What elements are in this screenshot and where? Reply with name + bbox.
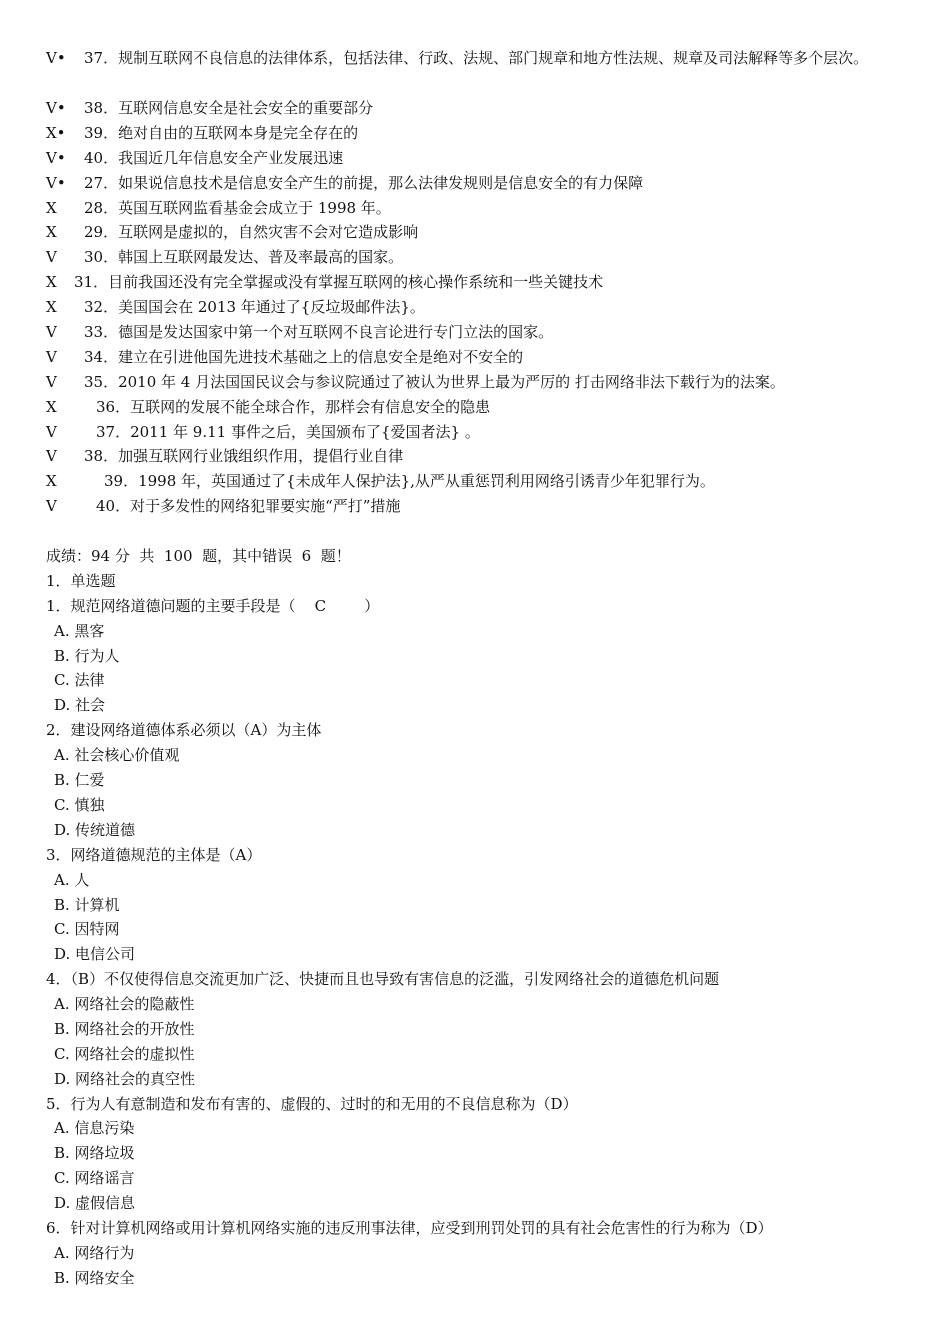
question-option: B. 行为人 (54, 647, 120, 665)
question-stem: 3．网络道德规范的主体是（A） (46, 846, 262, 864)
judgment-text: 28．英国互联网监看基金会成立于 1998 年。 (84, 199, 391, 217)
judgment-text: 39．1998 年，英国通过了{未成年人保护法},从严从重惩罚利用网络引诱青少年犯罪行为。 (104, 472, 715, 490)
judgment-line (46, 494, 916, 519)
judgment-line (46, 220, 916, 245)
judgment-mark: X (46, 472, 57, 490)
judgment-mark: V (46, 323, 57, 341)
judgment-line (46, 345, 916, 370)
section-title: 1．单选题 (46, 572, 116, 590)
judgment-line (46, 96, 916, 121)
question-option: D. 电信公司 (54, 945, 136, 963)
question-option: C. 网络社会的虚拟性 (54, 1045, 195, 1063)
question-option: C. 网络谣言 (54, 1169, 135, 1187)
question-option: C. 因特网 (54, 920, 120, 938)
judgment-line (46, 146, 916, 171)
judgment-text: 38．加强互联网行业饿组织作用，提倡行业自律 (84, 447, 404, 465)
judgment-text: 29．互联网是虚拟的，自然灾害不会对它造成影响 (84, 223, 419, 241)
judgment-text: 37．规制互联网不良信息的法律体系，包括法律、行政、法规、部门规章和地方性法规、规章及司法解释等多个层次。 (84, 49, 869, 67)
judgment-mark: V (46, 373, 57, 391)
question-option: D. 传统道德 (54, 821, 136, 839)
question-option: D. 网络社会的真空性 (54, 1070, 196, 1088)
judgment-line (46, 420, 916, 445)
question-option: C. 法律 (54, 671, 105, 689)
judgment-mark: V• (46, 49, 66, 67)
question-option: A. 网络社会的隐蔽性 (54, 995, 195, 1013)
judgment-text: 30．韩国上互联网最发达、普及率最高的国家。 (84, 248, 404, 266)
judgment-mark: V• (46, 149, 66, 167)
judgment-text: 37．2011 年 9.11 事件之后，美国颁布了{爱国者法} 。 (96, 423, 480, 441)
score-line: 成绩：94 分 共 100 题，其中错误 6 题！ (46, 547, 351, 565)
question-option: C. 慎独 (54, 796, 105, 814)
judgment-line (46, 245, 916, 270)
judgment-mark: V (46, 348, 57, 366)
question-stem: 1．规范网络道德问题的主要手段是（ C ） (46, 597, 380, 615)
judgment-text: 40．我国近几年信息安全产业发展迅速 (84, 149, 344, 167)
judgment-mark: X (46, 199, 57, 217)
judgment-mark: V (46, 423, 57, 441)
judgment-line (46, 469, 916, 494)
judgment-text: 39．绝对自由的互联网本身是完全存在的 (84, 124, 359, 142)
judgment-line (46, 444, 916, 469)
judgment-mark: V (46, 447, 57, 465)
judgment-text: 38．互联网信息安全是社会安全的重要部分 (84, 99, 374, 117)
judgment-mark: V (46, 497, 57, 515)
question-stem: 2．建设网络道德体系必须以（A）为主体 (46, 721, 322, 739)
judgment-text: 31．目前我国还没有完全掌握或没有掌握互联网的核心操作系统和一些关键技术 (74, 273, 604, 291)
judgment-line (46, 395, 916, 420)
question-option: A. 黑客 (54, 622, 105, 640)
question-option: B. 网络社会的开放性 (54, 1020, 195, 1038)
question-stem: 6．针对计算机网络或用计算机网络实施的违反刑事法律，应受到刑罚处罚的具有社会危害性的行为称为（D） (46, 1219, 773, 1237)
judgment-mark: X (46, 273, 57, 291)
judgment-text: 33．德国是发达国家中第一个对互联网不良言论进行专门立法的国家。 (84, 323, 554, 341)
question-stem: 5．行为人有意制造和发布有害的、虚假的、过时的和无用的不良信息称为（D） (46, 1095, 578, 1113)
judgment-line (46, 171, 916, 196)
judgment-mark: V (46, 248, 57, 266)
judgment-line (46, 270, 916, 295)
judgment-line (46, 196, 916, 221)
judgment-line (46, 121, 916, 146)
question-option: D. 虚假信息 (54, 1194, 136, 1212)
judgment-text: 32．美国国会在 2013 年通过了{反垃圾邮件法}。 (84, 298, 425, 316)
judgment-line (46, 370, 916, 395)
question-option: A. 网络行为 (54, 1244, 135, 1262)
question-option: A. 人 (54, 871, 90, 889)
judgment-line (46, 46, 916, 71)
judgment-line (46, 320, 916, 345)
question-option: B. 仁爱 (54, 771, 105, 789)
judgment-text: 35．2010 年 4 月法国国民议会与参议院通过了被认为世界上最为严厉的 打击网络非法下载行为的法案。 (84, 373, 785, 391)
judgment-text: 40．对于多发性的网络犯罪要实施“严打”措施 (96, 497, 401, 515)
question-option: B. 网络垃圾 (54, 1144, 135, 1162)
judgment-mark: X (46, 398, 57, 416)
judgment-text: 34．建立在引进他国先进技术基础之上的信息安全是绝对不安全的 (84, 348, 524, 366)
judgment-mark: X• (46, 124, 66, 142)
question-option: A. 信息污染 (54, 1119, 135, 1137)
judgment-line (46, 295, 916, 320)
judgment-text: 27．如果说信息技术是信息安全产生的前提，那么法律发规则是信息安全的有力保障 (84, 174, 644, 192)
question-option: A. 社会核心价值观 (54, 746, 180, 764)
judgment-mark: X (46, 298, 57, 316)
question-option: B. 网络安全 (54, 1269, 135, 1287)
judgment-mark: V• (46, 174, 66, 192)
judgment-text: 36．互联网的发展不能全球合作，那样会有信息安全的隐患 (96, 398, 491, 416)
question-option: D. 社会 (54, 696, 106, 714)
question-stem: 4．（B）不仅使得信息交流更加广泛、快捷而且也导致有害信息的泛滥，引发网络社会的道德危机问题 (46, 970, 720, 988)
question-option: B. 计算机 (54, 896, 120, 914)
judgment-mark: V• (46, 99, 66, 117)
judgment-mark: X (46, 223, 57, 241)
